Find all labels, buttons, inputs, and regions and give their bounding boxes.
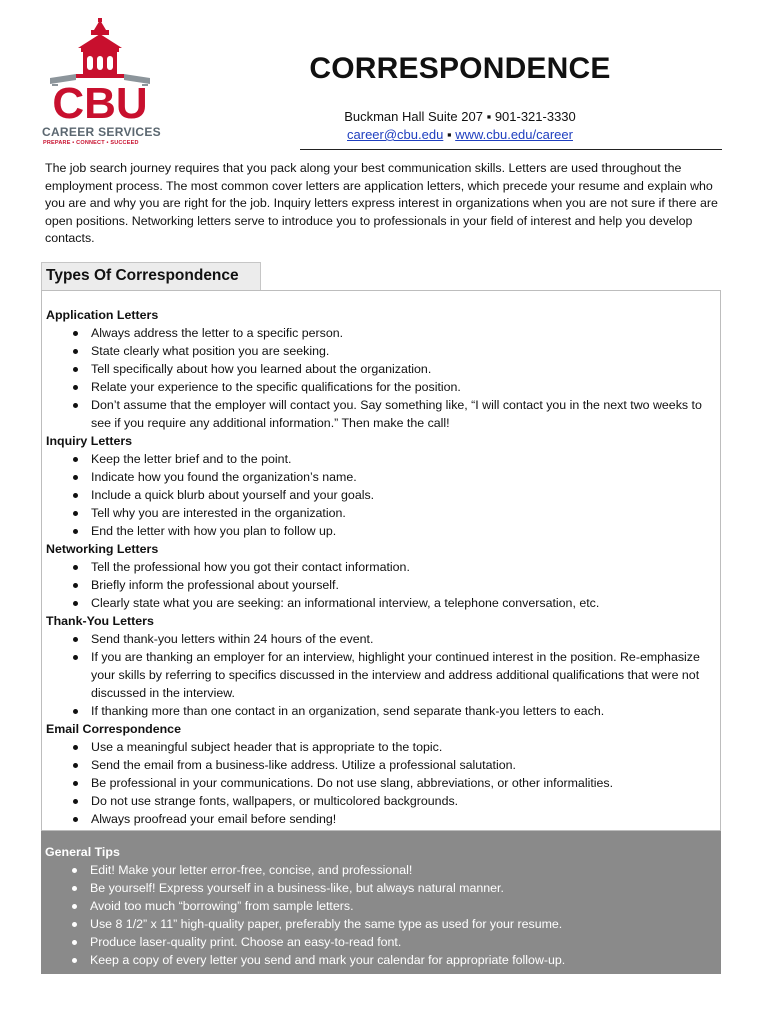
contact-line-address <box>300 109 620 124</box>
logo-tagline: PREPARE • CONNECT • SUCCEED <box>43 140 139 146</box>
logo-letters: CBU <box>52 79 148 126</box>
list-item: Indicate how you found the organization’s name. <box>46 468 716 486</box>
tip-item: Produce laser-quality print. Choose an easy-to-read font. <box>45 933 717 951</box>
list-item: Always address the letter to a specific person. <box>46 324 716 342</box>
list-item: Always proofread your email before sending! <box>46 810 716 828</box>
tip-item: Keep a copy of every letter you send and mark your calendar for appropriate follow-up. <box>45 951 717 969</box>
category-title: Application Letters <box>46 308 159 322</box>
category-list <box>46 738 716 828</box>
list-item: Send the email from a business-like address. Utilize a professional salutation. <box>46 756 716 774</box>
tip-item: Be yourself! Express yourself in a business-like, but always natural manner. <box>45 879 717 897</box>
list-item: Include a quick blurb about yourself and your goals. <box>46 486 716 504</box>
tips-title: General Tips <box>45 845 120 859</box>
list-item: Be professional in your communications. Do not use slang, abbreviations, or other informalities. <box>46 774 716 792</box>
list-item: Tell the professional how you got their contact information. <box>46 558 716 576</box>
category-list <box>46 324 716 432</box>
list-item: Don’t assume that the employer will contact you. Say something like, “I will contact you in the next two weeks to see if you require any additional information.” Then make the call! <box>46 396 716 432</box>
cbu-logo <box>40 18 160 148</box>
tip-item: Avoid too much “borrowing” from sample letters. <box>45 897 717 915</box>
list-item: If you are thanking an employer for an interview, highlight your continued interest in the position. Re-emphasize your skills by referring to specifics discussed in the interview and address additional qualifications that were not discussed in the interview. <box>46 648 716 702</box>
intro-paragraph: The job search journey requires that you pack along your best communication skills. Letters are used throughout the employment process. The most common cover letters are application letters, which precede your resume and explain who you are and why you are right for the job. Inquiry letters express interest in organizations when you are not sure if there are open positions. Networking letters serve to introduce you to professionals in your field of interest and help you develop contacts. <box>45 161 718 246</box>
category-list <box>46 558 716 612</box>
list-item: Send thank-you letters within 24 hours of the event. <box>46 630 716 648</box>
cbu-building-logo-icon <box>40 18 160 126</box>
email-link[interactable]: career@cbu.edu <box>347 127 444 142</box>
header-divider <box>300 149 722 150</box>
website-link[interactable]: www.cbu.edu/career <box>455 127 573 142</box>
list-item: Relate your experience to the specific qualifications for the position. <box>46 378 716 396</box>
list-item: Use a meaningful subject header that is appropriate to the topic. <box>46 738 716 756</box>
list-item: Do not use strange fonts, wallpapers, or multicolored backgrounds. <box>46 792 716 810</box>
list-item: Tell specifically about how you learned about the organization. <box>46 360 716 378</box>
category-list <box>46 630 716 720</box>
page-title: CORRESPONDENCE <box>309 52 611 85</box>
separator: ▪ <box>446 127 452 142</box>
category-title: Thank-You Letters <box>46 614 154 628</box>
logo-subtitle: CAREER SERVICES <box>42 125 161 139</box>
tip-item: Use 8 1/2” x 11” high-quality paper, preferably the same type as used for your resume. <box>45 915 717 933</box>
address: Buckman Hall Suite 207 <box>344 109 483 124</box>
category-title: Networking Letters <box>46 542 159 556</box>
separator: ▪ <box>486 109 492 124</box>
list-item: If thanking more than one contact in an organization, send separate thank-you letters to each. <box>46 702 716 720</box>
section-heading: Types Of Correspondence <box>41 262 261 290</box>
tip-item: Edit! Make your letter error-free, concise, and professional! <box>45 861 717 879</box>
tips-list <box>45 861 717 969</box>
list-item: State clearly what position you are seeking. <box>46 342 716 360</box>
category-title: Inquiry Letters <box>46 434 133 448</box>
list-item: Clearly state what you are seeking: an informational interview, a telephone conversation, etc. <box>46 594 716 612</box>
list-item: End the letter with how you plan to follow up. <box>46 522 716 540</box>
phone-number: 901-321-3330 <box>494 109 576 124</box>
list-item: Briefly inform the professional about yourself. <box>46 576 716 594</box>
category-title: Email Correspondence <box>46 722 181 736</box>
general-tips-box <box>41 831 721 974</box>
categories-container <box>46 306 716 828</box>
contact-line-web <box>300 127 620 142</box>
list-item: Keep the letter brief and to the point. <box>46 450 716 468</box>
list-item: Tell why you are interested in the organization. <box>46 504 716 522</box>
types-of-correspondence-box <box>41 290 721 831</box>
category-list <box>46 450 716 540</box>
